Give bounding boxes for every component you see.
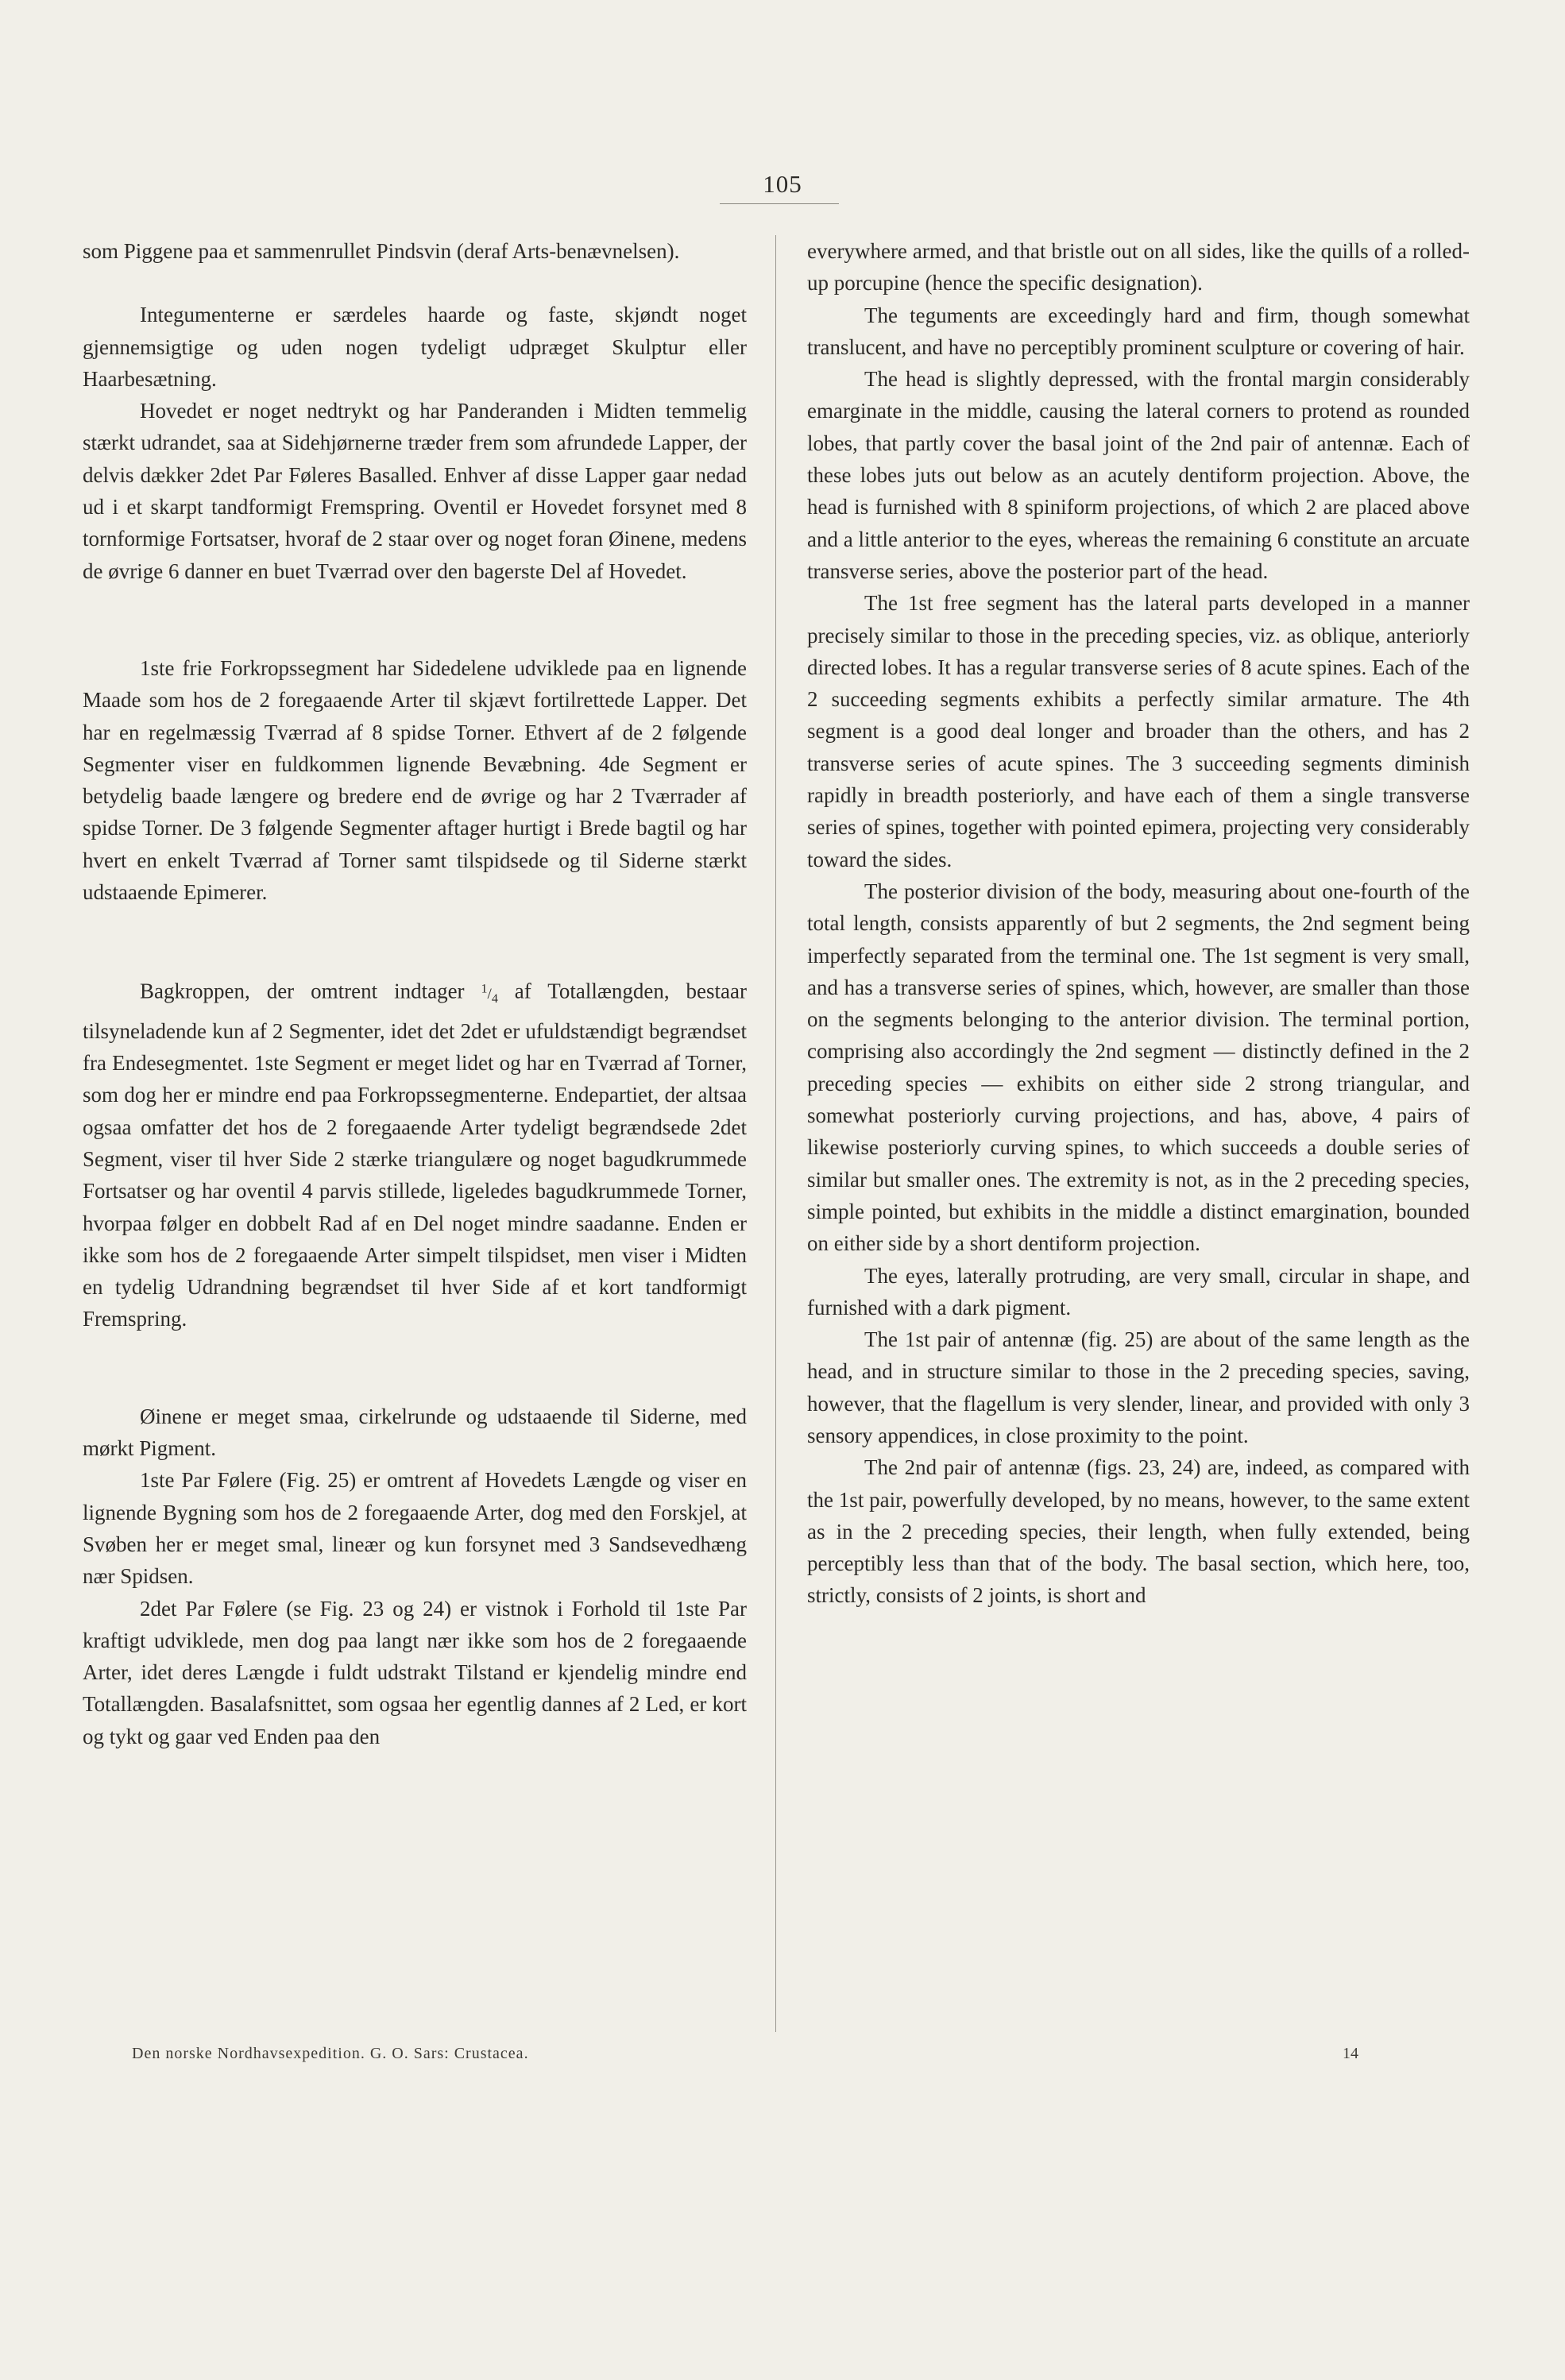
paragraph: The eyes, laterally protruding, are very small, circular in shape, and furnished with a dark pigment. [807, 1263, 1470, 1319]
danish-column [83, 235, 747, 1752]
paragraph: everywhere armed, and that bristle out on all sides, like the quills of a rolled-up porcupine (hence the specific designation). [807, 239, 1470, 296]
paragraph: som Piggene paa et sammenrullet Pindsvin (deraf Arts-benævnelsen). [83, 239, 680, 263]
paragraph-text: Bagkroppen, der omtrent indtager [140, 979, 481, 1003]
paragraph: Øinene er meget smaa, cirkelrunde og udstaaende til Siderne, med mørkt Pigment. [83, 1404, 747, 1461]
paragraph: The 1st free segment has the lateral parts developed in a manner precisely similar to those in the preceding species, viz. as oblique, anteriorly directed lobes. It has a regular transverse series of 8 acute spines. Each of the 2 succeeding segments exhibits a perfectly similar armature. The 4th segment is a good deal longer and broader than the others, and has 2 transverse series of acute spines. The 3 succeeding segments diminish rapidly in breadth posteriorly, and have each of them a single transverse series of spines, together with pointed epimera, projecting very considerably toward the sides. [807, 591, 1470, 871]
header-rule [720, 203, 839, 204]
fraction: $^1/_4$ [481, 982, 498, 1006]
paragraph: Integumenterne er særdeles haarde og faste, skjøndt noget gjennemsigtige og uden nogen tydeligt udpræget Skulptur eller Haarbesætning. [83, 303, 747, 391]
fraction-denominator: 4 [491, 991, 498, 1006]
fraction-numerator: 1 [481, 982, 488, 996]
paragraph: 1ste frie Forkropssegment har Sidedelene udviklede paa en lignende Maade som hos de 2 foregaaende Arter til skjævt fortilrettede Lapper. Det har en regelmæssig Tværrad af 8 spidse Torner. Ethvert af de 2 følgende Segmenter viser en fuldkommen lignende Bevæbning. 4de Segment er betydelig baade længere og bredere end de øvrige og har 2 Tværrader af spidse Torner. De 3 følgende Segmenter aftager hurtigt i Brede bagtil og har hvert en enkelt Tværrad af Torner samt tilspidsede og til Siderne stærkt udstaaende Epimerer. [83, 655, 747, 905]
paragraph: The teguments are exceedingly hard and firm, though somewhat translucent, and have no perceptibly prominent sculpture or covering of hair. [807, 303, 1470, 359]
paragraph: The head is slightly depressed, with the frontal margin considerably emarginate in the middle, causing the lateral corners to protend as rounded lobes, that partly cover the basal joint of the 2nd pair of antennæ. Each of these lobes juts out below as an acutely dentiform projection. Above, the head is furnished with 8 spiniform projections, of which 2 are placed above and a little anterior to the eyes, whereas the remaining 6 constitute an arcuate transverse series, above the posterior part of the head. [807, 367, 1470, 583]
column-divider [775, 235, 776, 2032]
footer-signature: 14 [1343, 2045, 1358, 2062]
english-column [807, 235, 1470, 1612]
paragraph: The 2nd pair of antennæ (figs. 23, 24) are, indeed, as compared with the 1st pair, powerfully developed, by no means, however, to the same extent as in the 2 preceding species, their length, when fully extended, being perceptibly less than that of the body. The basal section, which here, too, strictly, consists of 2 joints, is short and [807, 1455, 1470, 1608]
paragraph: The 1st pair of antennæ (fig. 25) are about of the same length as the head, and in structure similar to those in the 2 preceding species, saving, however, that the flagellum is very slender, linear, and provided with only 3 sensory appendices, in close proximity to the point. [807, 1327, 1470, 1447]
paragraph: 2det Par Følere (se Fig. 23 og 24) er vistnok i Forhold til 1ste Par kraftigt udviklede, men dog paa langt nær ikke som hos de 2 foregaaende Arter, idet deres Længde i fuldt udstrakt Tilstand er kjendelig mindre end Totallængden. Basalafsnittet, som ogsaa her egentlig dannes af 2 Led, er kort og tykt og gaar ved Enden paa den [83, 1596, 747, 1748]
paragraph: Hovedet er noget nedtrykt og har Panderanden i Midten temmelig stærkt udrandet, saa at Sidehjørnerne træder frem som afrundede Lapper, der delvis dækker 2det Par Føleres Basalled. Enhver af disse Lapper gaar nedad ud i et skarpt tandformigt Fremspring. Oventil er Hovedet forsynet med 8 tornformige Fortsatser, hvoraf de 2 staar over og noget foran Øinene, medens de øvrige 6 danner en buet Tværrad over den bagerste Del af Hovedet. [83, 399, 747, 583]
paragraph: 1ste Par Følere (Fig. 25) er omtrent af Hovedets Længde og viser en lignende Bygning som hos de 2 foregaaende Arter, dog med den Forskjel, at Svøben her er meget smal, lineær og kun forsynet med 3 Sandsevedhæng nær Spidsen. [83, 1468, 747, 1589]
paragraph: The posterior division of the body, measuring about one-fourth of the total length, consists apparently of but 2 segments, the 2nd segment being imperfectly separated from the terminal one. The 1st segment is very small, and has a transverse series of spines, which, however, are smaller than those on the segments belonging to the anterior division. The terminal portion, comprising also accordingly the 2nd segment — distinctly defined in the 2 preceding species — exhibits on either side 2 strong triangular, and somewhat posteriorly curving projections, and has, above, 4 pairs of likewise posteriorly curving spines, to which succeeds a double series of similar but smaller ones. The extremity is not, as in the 2 preceding species, simple pointed, but exhibits in the middle a distinct emargination, bounded on either side by a short dentiform projection. [807, 879, 1470, 1256]
footer-source: Den norske Nordhavsexpedition. G. O. Sars: Crustacea. [132, 2045, 529, 2062]
paragraph [83, 973, 747, 1335]
page-number: 105 [763, 170, 802, 198]
paragraph-text: af Totallængden, bestaar tilsyneladende kun af 2 Segmenter, idet det 2det er ufuldstændigt begrændset fra Endesegmentet. 1ste Segment er meget lidet og har en Tværrad af Torner, som dog her er mindre end paa Forkropssegmenterne. Endepartiet, der altsaa ogsaa omfatter det hos de 2 foregaaende Arter tydeligt begrændsede 2det Segment, viser til hver Side 2 stærke triangulære og noget bagudkrummede Fortsatser og har oventil 4 parvis stillede, ligeledes bagudkrummede Torner, hvorpaa følger en dobbelt Rad af en Del noget mindre saadanne. Enden er ikke som hos de 2 foregaaende Arter simpelt tilspidset, men viser i Midten en tydelig Udrandning begrændset til hver Side af et kort tandformigt Fremspring. [83, 979, 748, 1331]
